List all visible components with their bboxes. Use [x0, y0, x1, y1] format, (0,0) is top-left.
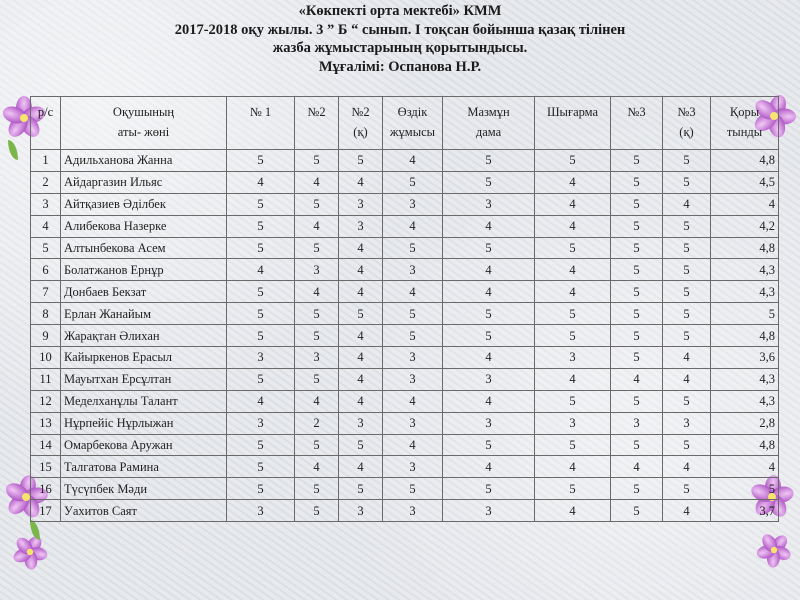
- grade-cell: 4: [383, 150, 443, 172]
- grade-cell: 4: [535, 368, 611, 390]
- grade-cell: 5: [339, 478, 383, 500]
- table-row: [31, 390, 779, 412]
- grade-cell: 5: [611, 434, 663, 456]
- grade-cell: 5: [611, 150, 663, 172]
- grade-cell: 5: [339, 434, 383, 456]
- total-cell: 5: [711, 303, 779, 325]
- table-header-row: [31, 97, 779, 150]
- grade-cell: 5: [383, 478, 443, 500]
- grade-cell: 4: [295, 456, 339, 478]
- grade-cell: 2: [295, 412, 339, 434]
- grade-cell: 4: [663, 347, 711, 369]
- grade-cell: 4: [535, 215, 611, 237]
- grade-cell: 4: [339, 237, 383, 259]
- grade-cell: 3: [611, 412, 663, 434]
- grade-cell: 3: [339, 412, 383, 434]
- grade-cell: 5: [663, 150, 711, 172]
- grade-cell: 5: [295, 303, 339, 325]
- grade-cell: 5: [663, 259, 711, 281]
- row-number: 5: [31, 237, 61, 259]
- grade-cell: 3: [227, 500, 295, 522]
- grade-cell: 5: [227, 193, 295, 215]
- row-number: 6: [31, 259, 61, 281]
- grade-cell: 5: [443, 303, 535, 325]
- col-header-n3: №3: [611, 97, 663, 150]
- grade-cell: 3: [295, 259, 339, 281]
- grade-cell: 3: [383, 259, 443, 281]
- grade-cell: 5: [227, 456, 295, 478]
- grade-cell: 3: [339, 193, 383, 215]
- grade-cell: 4: [443, 281, 535, 303]
- row-number: 11: [31, 368, 61, 390]
- total-cell: 4,2: [711, 215, 779, 237]
- table-row: [31, 500, 779, 522]
- grade-cell: 5: [663, 215, 711, 237]
- grade-cell: 3: [383, 368, 443, 390]
- grade-cell: 4: [663, 500, 711, 522]
- grade-cell: 3: [383, 500, 443, 522]
- title-line: 2017-2018 оқу жылы. 3 ” Б “ сынып. I тоқсан бойынша қазақ тілінен: [174, 21, 626, 38]
- grade-cell: 5: [535, 325, 611, 347]
- grade-cell: 5: [227, 325, 295, 347]
- row-number: 4: [31, 215, 61, 237]
- grade-cell: 4: [339, 390, 383, 412]
- total-cell: 4,5: [711, 171, 779, 193]
- flower-icon-bottom-left-2: [12, 534, 47, 569]
- grade-cell: 4: [383, 281, 443, 303]
- grade-cell: 4: [535, 500, 611, 522]
- grade-cell: 4: [663, 368, 711, 390]
- grade-cell: 5: [611, 259, 663, 281]
- grade-cell: 5: [383, 325, 443, 347]
- grade-cell: 4: [535, 259, 611, 281]
- grade-cell: 4: [339, 171, 383, 193]
- grade-cell: 5: [227, 368, 295, 390]
- row-number: 17: [31, 500, 61, 522]
- table-row: [31, 215, 779, 237]
- total-cell: 4,8: [711, 325, 779, 347]
- grade-cell: 4: [227, 390, 295, 412]
- grade-cell: 3: [535, 347, 611, 369]
- total-cell: 4: [711, 456, 779, 478]
- grade-cell: 5: [663, 325, 711, 347]
- student-name: Омарбекова Аружан: [61, 434, 227, 456]
- grade-cell: 5: [295, 150, 339, 172]
- student-name: Адильханова Жанна: [61, 150, 227, 172]
- grade-cell: 3: [227, 347, 295, 369]
- grade-cell: 3: [443, 412, 535, 434]
- grade-cell: 4: [443, 215, 535, 237]
- student-name: Талгатова Рамина: [61, 456, 227, 478]
- col-header-mazmun: Мазмұн дама: [443, 97, 535, 150]
- student-name: Ерлан Жанайым: [61, 303, 227, 325]
- row-number: 7: [31, 281, 61, 303]
- table-row: [31, 259, 779, 281]
- grade-cell: 3: [339, 500, 383, 522]
- grade-cell: 5: [339, 303, 383, 325]
- grade-cell: 3: [535, 412, 611, 434]
- grade-cell: 3: [339, 215, 383, 237]
- grade-cell: 5: [611, 171, 663, 193]
- grade-cell: 5: [611, 193, 663, 215]
- student-name: Уахитов Саят: [61, 500, 227, 522]
- total-cell: 3,7: [711, 500, 779, 522]
- grade-cell: 4: [535, 456, 611, 478]
- grade-cell: 4: [383, 215, 443, 237]
- grade-cell: 4: [611, 368, 663, 390]
- grade-cell: 4: [227, 259, 295, 281]
- grade-cell: 5: [383, 303, 443, 325]
- table-row: [31, 281, 779, 303]
- student-name: Кайыркенов Ерасыл: [61, 347, 227, 369]
- teacher-line: Мұғалімі: Оспанова Н.Р.: [318, 58, 482, 75]
- grade-cell: 5: [383, 237, 443, 259]
- grade-cell: 3: [443, 500, 535, 522]
- grade-cell: 5: [443, 150, 535, 172]
- row-number: 8: [31, 303, 61, 325]
- grade-cell: 4: [339, 347, 383, 369]
- col-header-shygarma: Шығарма: [535, 97, 611, 150]
- grade-cell: 5: [663, 478, 711, 500]
- total-cell: 4,3: [711, 259, 779, 281]
- flower-icon-bottom-right-2: [756, 532, 791, 567]
- grade-cell: 5: [535, 303, 611, 325]
- grade-cell: 5: [611, 500, 663, 522]
- grade-cell: 3: [443, 193, 535, 215]
- grade-cell: 5: [663, 303, 711, 325]
- title-line: жазба жұмыстарының қорытындысы.: [272, 40, 528, 56]
- document-title: [0, 2, 800, 76]
- grade-cell: 4: [295, 171, 339, 193]
- grade-cell: 4: [383, 390, 443, 412]
- grade-cell: 5: [227, 303, 295, 325]
- student-name: Мауытхан Ерсұлтан: [61, 368, 227, 390]
- grade-cell: 5: [295, 478, 339, 500]
- col-header-ozdik: Өздік жұмысы: [383, 97, 443, 150]
- col-header-n1: № 1: [227, 97, 295, 150]
- title-line: «Көкпекті орта мектебі» КММ: [298, 3, 502, 19]
- grade-cell: 4: [535, 281, 611, 303]
- grade-cell: 5: [611, 325, 663, 347]
- student-name: Нұрпейіс Нұрлыжан: [61, 412, 227, 434]
- grade-cell: 4: [295, 390, 339, 412]
- table-row: [31, 434, 779, 456]
- row-number: 1: [31, 150, 61, 172]
- grade-cell: 4: [383, 434, 443, 456]
- row-number: 12: [31, 390, 61, 412]
- total-cell: 4,3: [711, 390, 779, 412]
- grade-cell: 4: [295, 281, 339, 303]
- student-name: Меделханұлы Талант: [61, 390, 227, 412]
- grade-cell: 5: [227, 281, 295, 303]
- grade-cell: 4: [339, 368, 383, 390]
- table-row: [31, 347, 779, 369]
- grade-cell: 5: [663, 434, 711, 456]
- grade-cell: 5: [227, 478, 295, 500]
- total-cell: 4,8: [711, 434, 779, 456]
- table-row: [31, 303, 779, 325]
- grade-cell: 5: [663, 171, 711, 193]
- grade-cell: 4: [663, 193, 711, 215]
- grade-cell: 4: [611, 456, 663, 478]
- grade-cell: 5: [663, 237, 711, 259]
- student-name: Айтқазиев Әділбек: [61, 193, 227, 215]
- grade-cell: 4: [227, 171, 295, 193]
- grade-cell: 3: [383, 193, 443, 215]
- grade-cell: 5: [535, 150, 611, 172]
- table-row: [31, 150, 779, 172]
- student-name: Айдаргазин Ильяс: [61, 171, 227, 193]
- grade-cell: 4: [295, 215, 339, 237]
- grade-cell: 4: [535, 171, 611, 193]
- total-cell: 4,3: [711, 368, 779, 390]
- table-row: [31, 171, 779, 193]
- total-cell: 4,8: [711, 150, 779, 172]
- grade-cell: 5: [535, 478, 611, 500]
- grade-cell: 5: [443, 237, 535, 259]
- table-row: [31, 478, 779, 500]
- grade-cell: 5: [295, 368, 339, 390]
- col-header-n2k: №2 (қ): [339, 97, 383, 150]
- total-cell: 4: [711, 193, 779, 215]
- grade-cell: 5: [611, 281, 663, 303]
- grade-cell: 5: [611, 390, 663, 412]
- grade-cell: 5: [443, 434, 535, 456]
- grade-cell: 3: [295, 347, 339, 369]
- grade-cell: 3: [443, 368, 535, 390]
- grade-cell: 5: [535, 434, 611, 456]
- grade-cell: 5: [443, 171, 535, 193]
- grade-cell: 4: [443, 456, 535, 478]
- table-row: [31, 368, 779, 390]
- grade-cell: 5: [339, 150, 383, 172]
- row-number: 15: [31, 456, 61, 478]
- grade-cell: 3: [227, 412, 295, 434]
- grade-cell: 4: [339, 281, 383, 303]
- grade-cell: 4: [339, 456, 383, 478]
- grade-cell: 4: [443, 259, 535, 281]
- col-header-total: Қоры тынды: [711, 97, 779, 150]
- grade-cell: 5: [611, 237, 663, 259]
- leaf-icon: [8, 140, 18, 160]
- grade-cell: 5: [383, 171, 443, 193]
- grade-cell: 5: [227, 237, 295, 259]
- total-cell: 4,8: [711, 237, 779, 259]
- grade-cell: 5: [227, 434, 295, 456]
- grade-cell: 5: [295, 434, 339, 456]
- total-cell: 3,6: [711, 347, 779, 369]
- row-number: 14: [31, 434, 61, 456]
- grade-cell: 5: [227, 215, 295, 237]
- table-row: [31, 456, 779, 478]
- grade-cell: 5: [535, 390, 611, 412]
- row-number: 3: [31, 193, 61, 215]
- student-name: Жарақтан Әлихан: [61, 325, 227, 347]
- grades-table: [30, 96, 779, 522]
- grade-cell: 5: [443, 478, 535, 500]
- grade-cell: 3: [383, 456, 443, 478]
- total-cell: 4,3: [711, 281, 779, 303]
- table-row: [31, 193, 779, 215]
- row-number: 16: [31, 478, 61, 500]
- grade-cell: 5: [611, 478, 663, 500]
- table-row: [31, 237, 779, 259]
- table-row: [31, 325, 779, 347]
- grade-cell: 5: [443, 325, 535, 347]
- grade-cell: 4: [443, 390, 535, 412]
- col-header-name: Оқушының аты- жөні: [61, 97, 227, 150]
- col-header-n2: №2: [295, 97, 339, 150]
- grade-cell: 4: [663, 456, 711, 478]
- total-cell: 2,8: [711, 412, 779, 434]
- grade-cell: 5: [611, 303, 663, 325]
- student-name: Болатжанов Ернұр: [61, 259, 227, 281]
- grade-cell: 5: [611, 215, 663, 237]
- grade-cell: 5: [663, 281, 711, 303]
- grade-cell: 4: [535, 193, 611, 215]
- student-name: Алибекова Назерке: [61, 215, 227, 237]
- grade-cell: 4: [443, 347, 535, 369]
- row-number: 10: [31, 347, 61, 369]
- table-row: [31, 412, 779, 434]
- student-name: Түсүпбек Мәди: [61, 478, 227, 500]
- col-header-num: р/с: [31, 97, 61, 150]
- grade-cell: 4: [339, 259, 383, 281]
- grade-cell: 5: [295, 500, 339, 522]
- student-name: Донбаев Бекзат: [61, 281, 227, 303]
- grade-cell: 3: [663, 412, 711, 434]
- row-number: 9: [31, 325, 61, 347]
- grade-cell: 3: [383, 412, 443, 434]
- row-number: 13: [31, 412, 61, 434]
- grade-cell: 5: [227, 150, 295, 172]
- grade-cell: 5: [535, 237, 611, 259]
- grade-cell: 5: [663, 390, 711, 412]
- grade-cell: 4: [339, 325, 383, 347]
- grade-cell: 5: [295, 237, 339, 259]
- grade-cell: 3: [383, 347, 443, 369]
- grade-cell: 5: [295, 193, 339, 215]
- total-cell: 5: [711, 478, 779, 500]
- grade-cell: 5: [611, 347, 663, 369]
- row-number: 2: [31, 171, 61, 193]
- grade-cell: 5: [295, 325, 339, 347]
- col-header-n3k: №3 (қ): [663, 97, 711, 150]
- student-name: Алтынбекова Асем: [61, 237, 227, 259]
